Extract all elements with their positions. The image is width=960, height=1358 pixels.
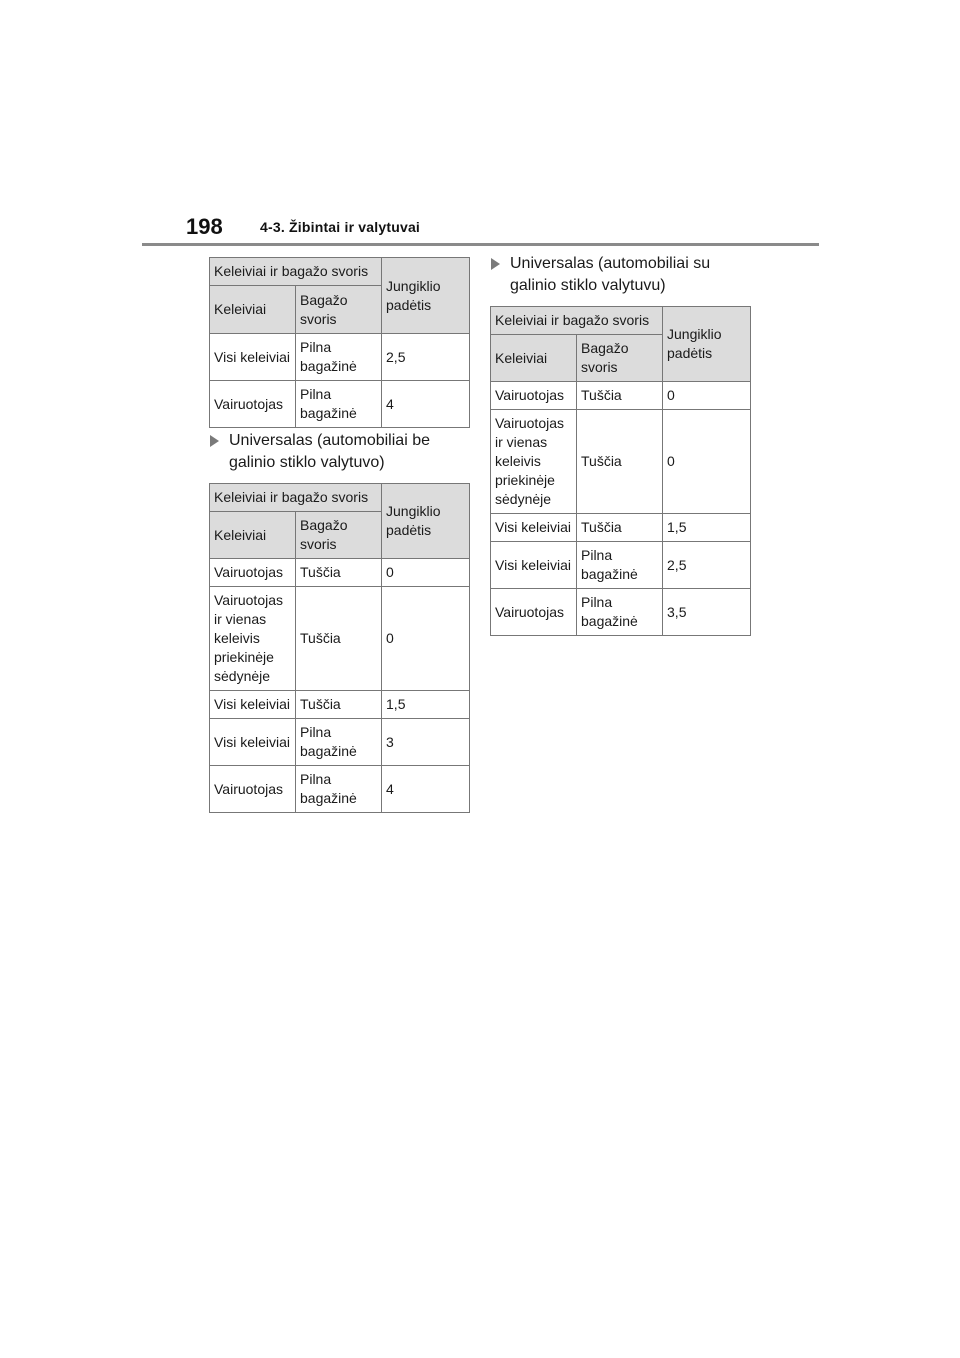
luggage-cell: Tuščia [296, 559, 382, 587]
position-cell: 0 [663, 382, 751, 410]
switch-position-header: Jungiklio padėtis [382, 484, 470, 559]
luggage-cell: Tuščia [577, 382, 663, 410]
table-without-rear-wiper [209, 483, 470, 813]
luggage-cell: Pilna bagažinė [296, 334, 382, 381]
table-row [210, 766, 470, 813]
table-row [210, 587, 470, 691]
table-row [491, 514, 751, 542]
passengers-header: Keleiviai [491, 335, 577, 382]
passengers-cell: Visi keleiviai [491, 514, 577, 542]
position-cell: 0 [663, 410, 751, 514]
passengers-cell: Vairuotojas [491, 382, 577, 410]
luggage-header: Bagažo svoris [296, 512, 382, 559]
position-cell: 0 [382, 587, 470, 691]
table-row [210, 719, 470, 766]
table-with-rear-wiper [490, 306, 751, 636]
passengers-cell: Vairuotojas [210, 381, 296, 428]
table-row [210, 691, 470, 719]
position-cell: 4 [382, 766, 470, 813]
header-divider [142, 243, 819, 246]
passengers-cell: Vairuotojas [210, 559, 296, 587]
table-row [491, 589, 751, 636]
passengers-cell: Visi keleiviai [491, 542, 577, 589]
position-cell: 1,5 [663, 514, 751, 542]
switch-position-header: Jungiklio padėtis [663, 307, 751, 382]
luggage-cell: Pilna bagažinė [577, 542, 663, 589]
passengers-cell: Visi keleiviai [210, 691, 296, 719]
luggage-cell: Pilna bagažinė [296, 381, 382, 428]
section-title: 4-3. Žibintai ir valytuvai [260, 219, 421, 235]
luggage-cell: Pilna bagažinė [296, 719, 382, 766]
luggage-cell: Pilna bagažinė [296, 766, 382, 813]
table-top-left [209, 257, 470, 428]
passengers-cell: Visi keleiviai [210, 719, 296, 766]
section-heading-with-rear-wiper: Universalas (automobiliai su galinio stiklo valytuvu) [491, 253, 751, 297]
luggage-cell: Tuščia [577, 410, 663, 514]
luggage-cell: Tuščia [296, 587, 382, 691]
passengers-cell: Vairuotojas [491, 589, 577, 636]
table-row [210, 381, 470, 428]
luggage-cell: Tuščia [296, 691, 382, 719]
position-cell: 4 [382, 381, 470, 428]
luggage-cell: Tuščia [577, 514, 663, 542]
passengers-cell: Vairuotojas [210, 766, 296, 813]
table-row [491, 382, 751, 410]
luggage-cell: Pilna bagažinė [577, 589, 663, 636]
triangle-bullet-icon [210, 435, 219, 447]
group-header: Keleiviai ir bagažo svoris [491, 307, 663, 335]
group-header: Keleiviai ir bagažo svoris [210, 484, 382, 512]
position-cell: 1,5 [382, 691, 470, 719]
passengers-header: Keleiviai [210, 512, 296, 559]
position-cell: 2,5 [382, 334, 470, 381]
page-number: 198 [186, 214, 223, 239]
luggage-header: Bagažo svoris [296, 286, 382, 334]
passengers-cell: Vairuotojas ir vienas keleivis priekinėje sėdynėje [210, 587, 296, 691]
table-row [491, 410, 751, 514]
table-row [210, 559, 470, 587]
position-cell: 2,5 [663, 542, 751, 589]
luggage-header: Bagažo svoris [577, 335, 663, 382]
section-heading-without-rear-wiper: Universalas (automobiliai be galinio stiklo valytuvo) [210, 430, 470, 474]
passengers-cell: Vairuotojas ir vienas keleivis priekinėje sėdynėje [491, 410, 577, 514]
position-cell: 3,5 [663, 589, 751, 636]
group-header: Keleiviai ir bagažo svoris [210, 258, 382, 286]
position-cell: 0 [382, 559, 470, 587]
table-row [210, 334, 470, 381]
passengers-cell: Visi keleiviai [210, 334, 296, 381]
table-row [491, 542, 751, 589]
triangle-bullet-icon [491, 258, 500, 270]
passengers-header: Keleiviai [210, 286, 296, 334]
switch-position-header: Jungiklio padėtis [382, 258, 470, 334]
position-cell: 3 [382, 719, 470, 766]
